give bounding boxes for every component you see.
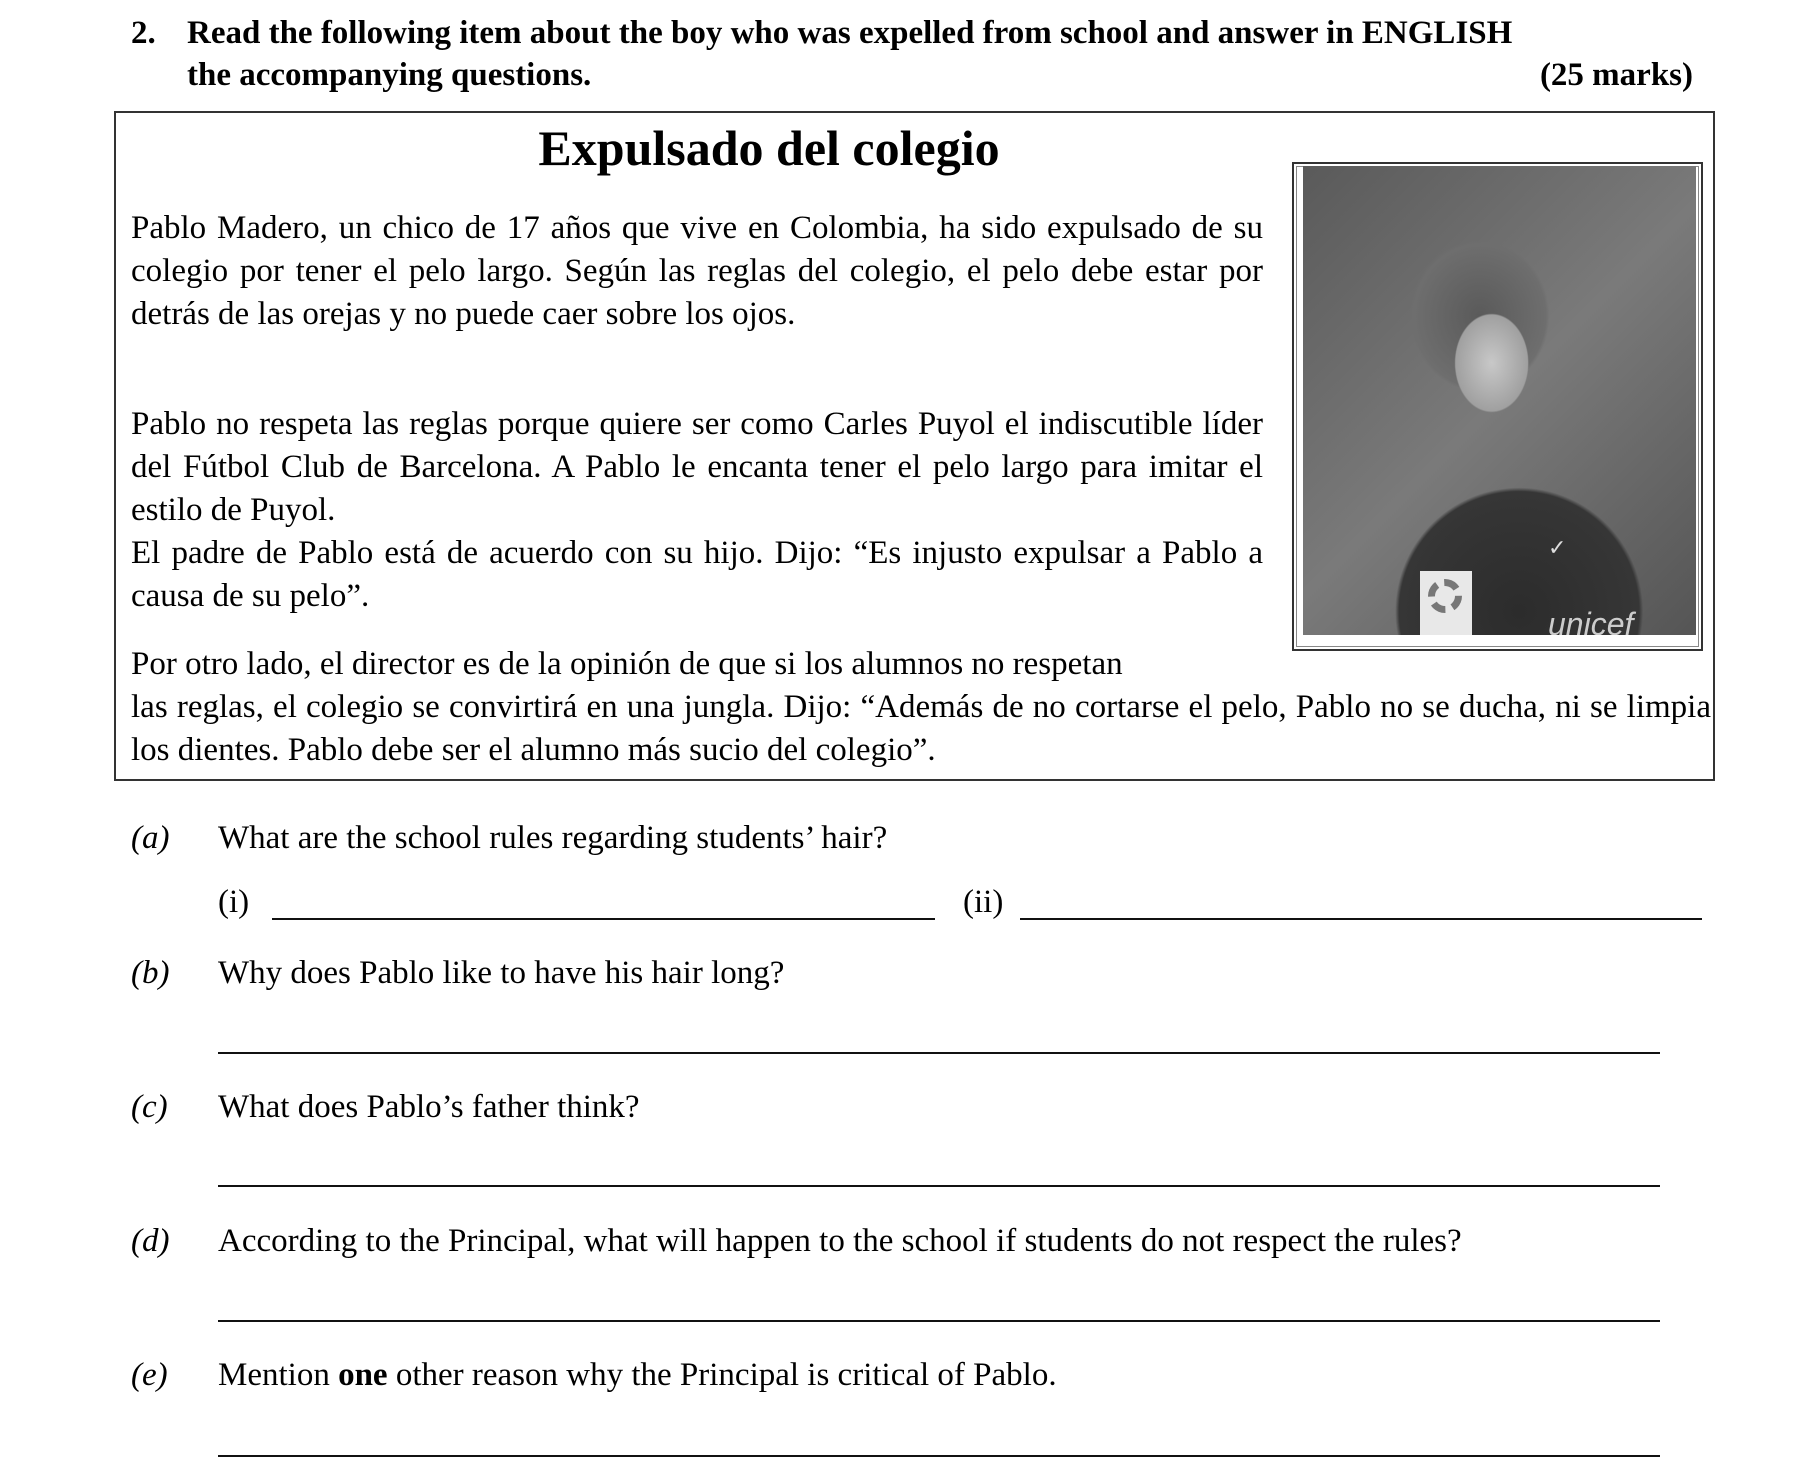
article-paragraph-3: El padre de Pablo está de acuerdo con su hijo. Dijo: “Es injusto expulsar a Pablo a causa de su pelo”. [131, 535, 1263, 614]
question-a-label: (a) [131, 820, 170, 856]
answer-line-e[interactable] [218, 1455, 1660, 1457]
question-e-text-bold: one [338, 1357, 388, 1393]
sponsor-text: unicef [1548, 606, 1634, 635]
question-marks: (25 marks) [1539, 57, 1693, 93]
answer-line-a-ii[interactable] [1020, 918, 1702, 920]
question-e-text [218, 1354, 1057, 1396]
league-badge-icon [1420, 571, 1472, 635]
question-e-label: (e) [131, 1357, 168, 1393]
question-a-sub-i-label: (i) [218, 884, 250, 920]
question-c-text: What does Pablo’s father think? [218, 1089, 640, 1125]
article-paragraph-2: Pablo no respeta las reglas porque quiere ser como Carles Puyol el indiscutible líder del Fútbol Club de Barcelona. A Pablo le encanta tener el pelo largo para imitar el estilo de Puyol. [131, 406, 1263, 528]
answer-line-d[interactable] [218, 1320, 1660, 1322]
footballer-photo [1303, 166, 1696, 635]
question-instruction-line2: the accompanying questions. [187, 57, 592, 93]
answer-line-c[interactable] [218, 1185, 1660, 1187]
question-a-text: What are the school rules regarding students’ hair? [218, 820, 888, 856]
article-paragraph-1: Pablo Madero, un chico de 17 años que vive en Colombia, ha sido expulsado de su colegio por tener el pelo largo. Según las reglas del colegio, el pelo debe estar por detrás de las orejas y no puede caer sobre los ojos. [131, 210, 1263, 332]
question-b-text: Why does Pablo like to have his hair long? [218, 955, 785, 991]
answer-line-b[interactable] [218, 1052, 1660, 1054]
question-d-label: (d) [131, 1223, 170, 1259]
answer-line-a-i[interactable] [272, 918, 935, 920]
question-instruction-line1: Read the following item about the boy who was expelled from school and answer in ENGLISH [187, 15, 1513, 51]
question-e-text-before: Mention [218, 1357, 339, 1393]
question-d-text: According to the Principal, what will happen to the school if students do not respect the rules? [218, 1223, 1462, 1259]
question-c-label: (c) [131, 1089, 168, 1125]
article-headline: Expulsado del colegio [538, 120, 1000, 176]
question-e-text-after: other reason why the Principal is critical of Pablo. [387, 1357, 1057, 1393]
article-paragraph-4-rest: las reglas, el colegio se convirtirá en una jungla. Dijo: “Además de no cortarse el pelo, Pablo no se ducha, ni se limpia los dientes. Pablo debe ser el alumno más sucio del colegio”. [131, 689, 1711, 768]
question-a-sub-ii-label: (ii) [963, 884, 1004, 920]
swoosh-logo-icon: ✓ [1548, 536, 1567, 561]
article-paragraph-4-line1: Por otro lado, el director es de la opinión de que si los alumnos no respetan [131, 646, 1123, 682]
question-number: 2. [131, 15, 156, 51]
question-b-label: (b) [131, 955, 170, 991]
